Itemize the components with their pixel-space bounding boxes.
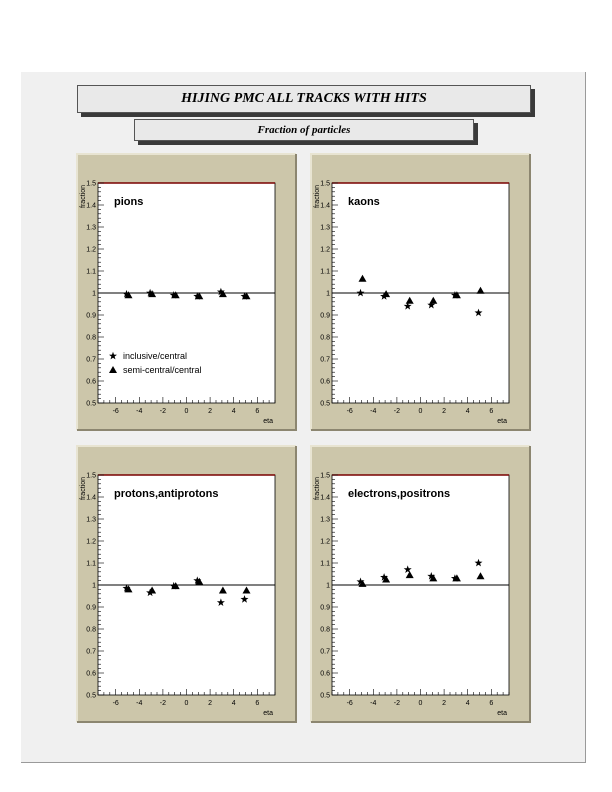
y-tick-label: 1.5 — [320, 472, 330, 480]
x-tick-label: 4 — [465, 700, 470, 707]
y-axis-label: fraction — [314, 477, 321, 500]
y-tick-label: 1.2 — [86, 538, 96, 546]
x-tick-label: 0 — [184, 700, 189, 707]
x-tick-label: 4 — [465, 408, 470, 415]
x-tick-label: 0 — [184, 408, 189, 415]
y-tick-label: 1.1 — [320, 560, 330, 568]
y-tick-label: 0.5 — [320, 692, 330, 700]
x-tick-label: -2 — [159, 700, 167, 707]
y-tick-label: 1.4 — [86, 202, 96, 210]
y-tick-label: 0.9 — [320, 312, 330, 320]
y-tick-label: 0.7 — [320, 648, 330, 656]
x-tick-label: -2 — [393, 408, 401, 415]
x-tick-label: 6 — [255, 700, 260, 707]
x-tick-label: 6 — [489, 408, 494, 415]
y-tick-label: 0.7 — [320, 356, 330, 364]
y-tick-label: 1.5 — [86, 472, 96, 480]
x-tick-label: 2 — [208, 700, 213, 707]
y-tick-label: 1.5 — [320, 180, 330, 188]
x-tick-label: -4 — [136, 700, 143, 707]
y-axis-label: fraction — [314, 185, 321, 208]
main-title: HIJING PMC ALL TRACKS WITH HITS — [77, 85, 531, 113]
y-tick-label: 0.5 — [86, 692, 96, 700]
y-tick-label: 0.8 — [86, 334, 96, 342]
y-tick-label: 0.7 — [86, 356, 96, 364]
x-axis-label: eta — [497, 710, 507, 717]
y-tick-label: 1.3 — [320, 516, 330, 524]
y-tick-label: 1.1 — [320, 268, 330, 276]
x-tick-label: -4 — [370, 700, 377, 707]
y-tick-label: 1.4 — [320, 494, 330, 502]
y-tick-label: 1.2 — [320, 538, 330, 546]
chart-panel-1 — [77, 154, 296, 430]
y-tick-label: 1.3 — [320, 224, 330, 232]
y-tick-label: 0.5 — [320, 400, 330, 408]
x-tick-label: -6 — [346, 700, 353, 707]
x-tick-label: -4 — [136, 408, 143, 415]
y-axis-label: fraction — [80, 477, 87, 500]
x-tick-label: -2 — [159, 408, 167, 415]
plot-title: kaons — [348, 196, 380, 208]
y-tick-label: 1.4 — [86, 494, 96, 502]
y-tick-label: 0.9 — [86, 604, 96, 612]
x-tick-label: 2 — [442, 408, 447, 415]
x-axis-label: eta — [497, 418, 507, 425]
x-tick-label: -4 — [370, 408, 377, 415]
x-tick-label: 6 — [255, 408, 260, 415]
chart-panel-4 — [311, 446, 530, 722]
y-tick-label: 1 — [92, 582, 96, 590]
x-tick-label: -2 — [393, 700, 401, 707]
plot-title: electrons,positrons — [348, 488, 451, 500]
y-tick-label: 1.1 — [86, 560, 96, 568]
plot-title: protons,antiprotons — [114, 488, 219, 500]
y-tick-label: 1.3 — [86, 224, 96, 232]
legend-label: inclusive/central — [123, 351, 188, 361]
chart-panel-3 — [77, 446, 296, 722]
legend-label: semi-central/central — [123, 365, 202, 375]
y-tick-label: 1 — [326, 290, 330, 298]
y-axis-label: fraction — [80, 185, 87, 208]
y-tick-label: 0.6 — [86, 378, 96, 386]
y-tick-label: 0.6 — [320, 670, 330, 678]
plot-title: pions — [114, 196, 144, 208]
y-tick-label: 1 — [326, 582, 330, 590]
chart-panel-2 — [311, 154, 530, 430]
x-tick-label: 2 — [442, 700, 447, 707]
x-tick-label: -6 — [346, 408, 353, 415]
x-tick-label: 6 — [489, 700, 494, 707]
x-tick-label: 0 — [418, 700, 423, 707]
y-tick-label: 1 — [92, 290, 96, 298]
y-tick-label: 0.8 — [86, 626, 96, 634]
y-tick-label: 0.6 — [86, 670, 96, 678]
y-tick-label: 1.5 — [86, 180, 96, 188]
x-tick-label: 0 — [418, 408, 423, 415]
y-tick-label: 0.8 — [320, 334, 330, 342]
y-tick-label: 1.2 — [86, 246, 96, 254]
y-tick-label: 0.9 — [86, 312, 96, 320]
x-axis-label: eta — [263, 710, 273, 717]
y-tick-label: 0.8 — [320, 626, 330, 634]
y-tick-label: 0.6 — [320, 378, 330, 386]
x-tick-label: 4 — [231, 408, 236, 415]
y-tick-label: 1.2 — [320, 246, 330, 254]
y-tick-label: 0.9 — [320, 604, 330, 612]
x-tick-label: -6 — [112, 700, 119, 707]
y-tick-label: 1.3 — [86, 516, 96, 524]
x-tick-label: 4 — [231, 700, 236, 707]
y-tick-label: 1.1 — [86, 268, 96, 276]
y-tick-label: 1.4 — [320, 202, 330, 210]
y-tick-label: 0.7 — [86, 648, 96, 656]
subtitle: Fraction of particles — [134, 119, 474, 141]
x-tick-label: 2 — [208, 408, 213, 415]
x-tick-label: -6 — [112, 408, 119, 415]
x-axis-label: eta — [263, 418, 273, 425]
y-tick-label: 0.5 — [86, 400, 96, 408]
